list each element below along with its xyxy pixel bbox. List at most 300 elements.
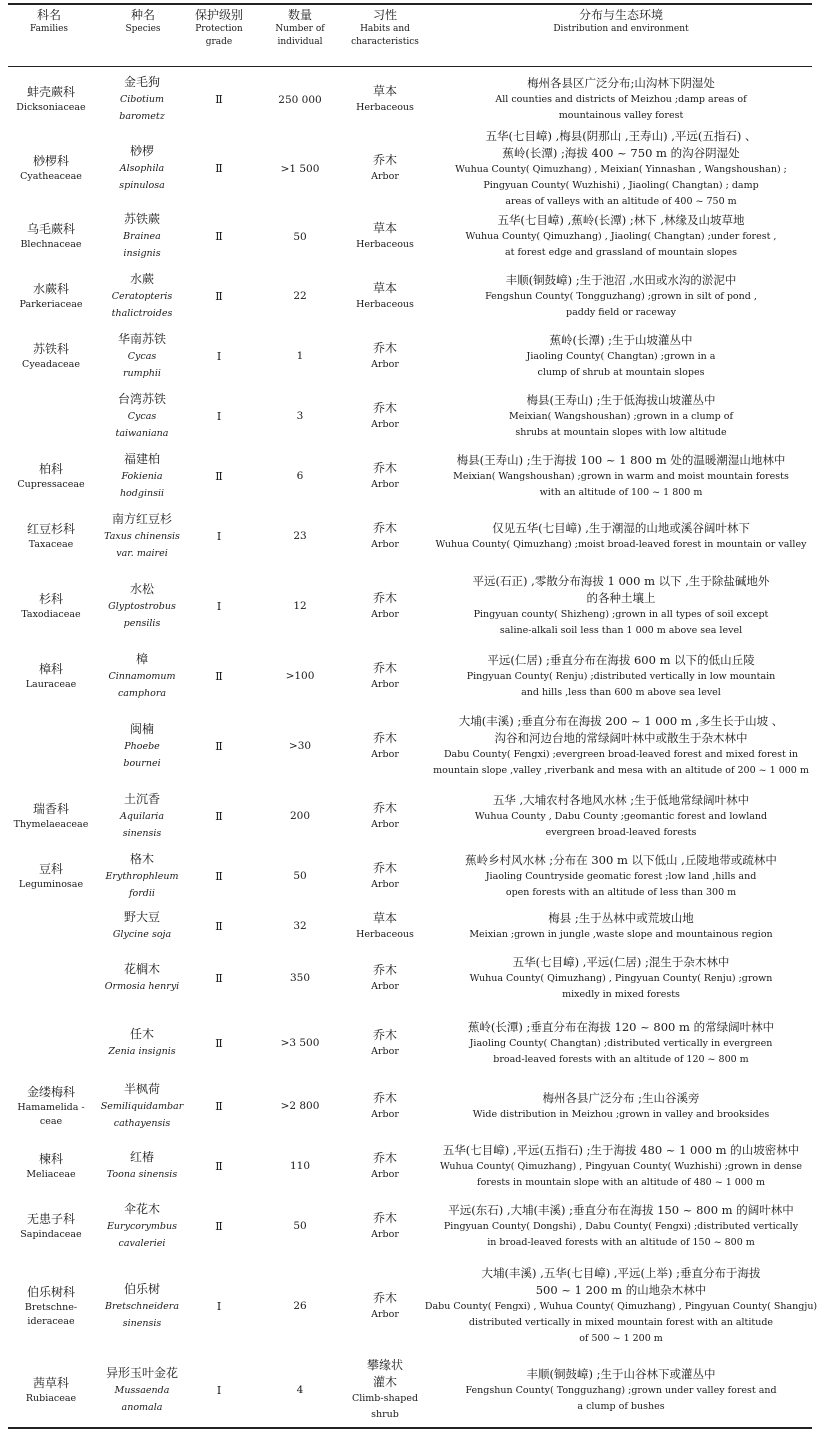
protection-grade-cell (186, 706, 252, 786)
table-row (0, 646, 818, 706)
habit-zh: 乔木 (372, 590, 397, 605)
species-name-latin: Phoebe (124, 740, 160, 752)
table-row (0, 1136, 818, 1196)
habit-zh: 乔木 (372, 1290, 397, 1305)
habit-zh: 乔木 (372, 1027, 397, 1042)
family-name-zh: 乌毛蕨科 (26, 222, 75, 236)
individual-count: 26 (293, 1300, 307, 1312)
species-name-zh: 金毛狗 (123, 75, 160, 89)
habit-en: Herbaceous (356, 928, 414, 940)
family-cell (10, 130, 92, 207)
species-cell (96, 1076, 188, 1136)
family-name-zh: 杉科 (38, 591, 63, 606)
habit-zh: 乔木 (372, 340, 397, 355)
species-name-zh: 桫椤 (129, 144, 154, 158)
individual-count: 23 (293, 530, 307, 542)
habit-cell (344, 906, 426, 946)
habit-zh: 草本 (372, 84, 397, 98)
habit-zh: 乔木 (372, 1150, 397, 1165)
distribution-cell (426, 566, 816, 646)
species-name-latin: thalictroides (111, 307, 173, 319)
distribution-cell (426, 326, 816, 386)
distribution-zh: 平远(东石) ,大埔(丰溪) ;垂直分布在海拔 150 ~ 800 m 的阔叶林中 (448, 1202, 794, 1217)
distribution-cell (426, 846, 816, 906)
species-name-latin: Toona sinensis (106, 1169, 178, 1180)
header-number-en1: Number of (275, 24, 325, 34)
distribution-en: Pingyuan County( Dongshi) , Dabu County( Fengxi) ;distributed vertically (443, 1220, 799, 1232)
distribution-cell (426, 506, 816, 566)
protection-grade-cell (186, 326, 252, 386)
individual-count: 200 (289, 810, 311, 822)
distribution-zh: 梅县 ;生于丛林中或荒坡山地 (548, 910, 694, 925)
individual-count: 4 (296, 1384, 304, 1396)
species-name-latin: Brainea (123, 231, 161, 242)
protection-grade-cell (186, 946, 252, 1010)
habit-zh: 乔木 (372, 730, 397, 745)
distribution-en: Pingyuan County( Wuzhishi) , Jiaoling( Changtan) ; damp (483, 179, 759, 191)
table-row (0, 1256, 818, 1356)
species-name-latin: anomala (121, 1401, 163, 1413)
individual-count: 50 (293, 1220, 307, 1232)
species-cell (96, 646, 188, 706)
family-cell (10, 326, 92, 386)
species-name-zh: 南方红豆杉 (111, 511, 172, 526)
header-grade-en1: Protection (195, 24, 243, 34)
species-name-zh: 樟 (135, 651, 148, 666)
habit-en: Arbor (371, 478, 399, 490)
table-row (0, 786, 818, 846)
distribution-en: at forest edge and grassland of mountain slopes (505, 247, 737, 258)
habit-cell (344, 130, 426, 207)
distribution-en: Meixian( Wangshoushan) ;grown in a clump of (509, 410, 733, 422)
species-name-zh: 野大豆 (123, 910, 160, 924)
protection-grade-cell (186, 1076, 252, 1136)
distribution-zh: 梅县(王寿山) ;生于低海拔山坡灌丛中 (526, 392, 716, 407)
family-cell (10, 386, 92, 446)
protection-grade-cell (186, 846, 252, 906)
species-cell (96, 906, 188, 946)
distribution-en: forests in mountain slope with an altitude of 480 ~ 1 000 m (477, 1176, 765, 1188)
habit-en: Arbor (371, 358, 399, 370)
species-name-zh: 伞花木 (123, 1201, 160, 1216)
distribution-zh: 蕉岭乡村风水林 ;分布在 300 m 以下低山 ,丘陵地带或疏林中 (465, 852, 777, 867)
protection-grade-cell (186, 1010, 252, 1076)
habit-cell (344, 1136, 426, 1196)
family-cell (10, 506, 92, 566)
family-name-en: Rubiaceae (25, 1392, 77, 1404)
species-cell (96, 130, 188, 207)
species-name-zh: 土沉香 (123, 791, 160, 806)
habit-en: Arbor (371, 538, 399, 550)
species-name-latin: Eurycorymbus cavaleriei (107, 1220, 177, 1249)
distribution-zh: 五华(七目嶂) ,平远(五指石) ;生于海拔 480 ~ 1 000 m 的山坡密林中 (442, 1142, 800, 1157)
species-name-latin: Alsophila (119, 163, 165, 174)
individual-count: 22 (293, 290, 307, 302)
protection-grade: Ⅱ (215, 1219, 223, 1233)
habit-en: Arbor (371, 1108, 399, 1120)
species-cell (96, 386, 188, 446)
distribution-cell (426, 69, 816, 130)
distribution-zh: 梅州各县区广泛分布;山沟林下阴湿处 (527, 76, 715, 90)
protection-grade-cell (186, 1196, 252, 1256)
species-name-latin: Aquilaria (119, 810, 165, 822)
distribution-en: Dabu County( Fengxi) , Wuhua County( Qimuzhang) , Pingyuan County( Shangju) (424, 1301, 818, 1312)
individual-count-cell (262, 1136, 338, 1196)
species-name-latin: camphora (117, 687, 167, 699)
habit-cell (344, 446, 426, 506)
habit-cell (344, 69, 426, 130)
species-name-latin: insignis (123, 248, 161, 259)
habit-cell (344, 846, 426, 906)
distribution-en: evergreen broad-leaved forests (545, 826, 697, 838)
species-cell (96, 69, 188, 130)
protection-grade: Ⅱ (215, 1159, 223, 1173)
distribution-zh: 蕉岭(长潭) ;垂直分布在海拔 120 ~ 800 m 的常绿阔叶林中 (467, 1019, 775, 1034)
family-cell (10, 266, 92, 326)
individual-count-cell (262, 1010, 338, 1076)
distribution-zh: 五华(七目嶂) ,蕉岭(长潭) ;林下 ,林缘及山坡草地 (497, 213, 745, 227)
family-name-zh: 桫椤科 (32, 154, 69, 168)
protection-grade: Ⅱ (215, 162, 223, 175)
family-name-en: Cyatheaceae (20, 171, 82, 182)
distribution-zh: 丰顺(铜鼓嶂) ;生于池沼 ,水田或水沟的淤泥中 (505, 272, 737, 287)
distribution-zh: 五华 ,大埔农村各地风水林 ;生于低地常绿阔叶林中 (492, 792, 750, 807)
species-name-latin: var. mairei (116, 547, 168, 559)
individual-count-cell (262, 906, 338, 946)
habit-en: Arbor (371, 748, 399, 760)
protection-grade: Ⅱ (215, 919, 223, 933)
individual-count: 250 000 (278, 93, 322, 106)
individual-count: 6 (296, 470, 304, 482)
family-name-en: Dicksoniaceae (16, 102, 86, 113)
family-name-en: Parkeriaceae (19, 298, 83, 310)
distribution-cell (426, 1356, 816, 1424)
individual-count-cell (262, 846, 338, 906)
habit-en: Herbaceous (356, 298, 414, 310)
species-name-latin: sinensis (122, 827, 162, 839)
protection-grade: Ⅰ (216, 349, 222, 363)
individual-count-cell (262, 386, 338, 446)
family-name-en: Cupressaceae (17, 478, 85, 490)
distribution-cell (426, 130, 816, 207)
individual-count: 50 (293, 230, 307, 243)
family-cell (10, 1356, 92, 1424)
habit-zh: 乔木 (372, 800, 397, 815)
habit-zh: 草本 (372, 910, 397, 925)
habit-en: Arbor (371, 980, 399, 992)
table-row (0, 1196, 818, 1256)
header-species-en: Species (125, 24, 161, 34)
family-cell (10, 846, 92, 906)
species-name-zh: 红椿 (129, 1150, 154, 1164)
protection-grade-cell (186, 130, 252, 207)
header-family-zh: 科名 (36, 8, 61, 22)
protection-grade-cell (186, 1136, 252, 1196)
distribution-en: All counties and districts of Meizhou ;damp areas of (495, 94, 747, 105)
header-family-en: Families (29, 24, 69, 34)
family-cell (10, 446, 92, 506)
table-row (0, 906, 818, 946)
distribution-en: shrubs at mountain slopes with low altitude (515, 426, 727, 438)
table-row (0, 326, 818, 386)
bottom-rule (8, 1427, 812, 1429)
distribution-cell (426, 946, 816, 1010)
distribution-en: in broad-leaved forests with an altitude of 150 ~ 800 m (487, 1236, 755, 1248)
habit-zh: 乔木 (372, 520, 397, 535)
habit-zh: 乔木 (372, 460, 397, 475)
habit-zh: 乔木 (372, 962, 397, 977)
distribution-en: Wide distribution in Meizhou ;grown in valley and brooksides (472, 1108, 770, 1120)
distribution-en: Wuhua County( Qimuzhang) ;moist broad-leaved forest in mountain or valley (435, 538, 807, 550)
distribution-cell (426, 386, 816, 446)
family-cell (10, 1010, 92, 1076)
distribution-zh: 梅县(王寿山) ;生于海拔 100 ~ 1 800 m 处的温暖潮湿山地林中 (456, 452, 786, 467)
header-number-en2: individual (277, 37, 323, 47)
distribution-en: Pingyuan County( Renju) ;distributed vertically in low mountain (466, 670, 776, 682)
distribution-en: broad-leaved forests with an altitude of 120 ~ 800 m (493, 1053, 749, 1065)
species-name-latin: Taxus chinensis (104, 530, 180, 542)
habit-en: shrub (371, 1409, 399, 1420)
family-name-en: Leguminosae (18, 878, 84, 890)
protection-grade-cell (186, 207, 252, 266)
habit-zh: 乔木 (372, 400, 397, 415)
species-name-latin: Ormosia henryi (104, 981, 180, 992)
individual-count: 32 (293, 920, 307, 932)
individual-count: 3 (296, 410, 304, 422)
species-name-latin: Semiliquidambar (100, 1100, 184, 1112)
distribution-cell (426, 1136, 816, 1196)
habit-zh: 草本 (372, 221, 397, 235)
species-cell (96, 566, 188, 646)
family-name-zh: 柏科 (38, 461, 63, 476)
protection-grade: Ⅰ (216, 529, 222, 543)
header-grade (186, 8, 252, 49)
table-row (0, 1356, 818, 1424)
distribution-cell (426, 446, 816, 506)
species-name-latin: taiwaniana (115, 427, 169, 439)
distribution-en: Meixian( Wangshoushan) ;grown in warm and moist mountain forests (453, 470, 789, 482)
protection-grade-cell (186, 446, 252, 506)
individual-count-cell (262, 1196, 338, 1256)
individual-count-cell (262, 506, 338, 566)
species-name-latin: Zenia insignis (108, 1046, 176, 1057)
table-row (0, 1076, 818, 1136)
protection-grade-cell (186, 1356, 252, 1424)
species-name-zh: 水蕨 (129, 271, 154, 286)
family-cell (10, 1136, 92, 1196)
species-name-latin: Cycas (127, 410, 157, 422)
protection-grade: Ⅱ (215, 669, 223, 683)
family-name-en: Hamamelida - (17, 1101, 85, 1113)
family-name-zh: 瑞香科 (32, 801, 69, 816)
species-name-zh: 花榈木 (123, 962, 160, 976)
family-cell (10, 646, 92, 706)
distribution-en: Fengshun County( Tongguzhang) ;grown under valley forest and (465, 1384, 777, 1396)
individual-count: >100 (285, 670, 315, 682)
header-number (262, 8, 338, 49)
species-name-zh: 异形玉叶金花 (105, 1365, 178, 1380)
protection-grade: Ⅱ (215, 230, 223, 243)
protection-grade-cell (186, 1256, 252, 1356)
protection-grade: Ⅱ (215, 289, 223, 303)
protection-grade: Ⅱ (215, 1099, 223, 1113)
table-row (0, 130, 818, 207)
header-habit (344, 8, 426, 49)
individual-count: 350 (289, 972, 311, 984)
species-cell (96, 266, 188, 326)
protection-grade-cell (186, 69, 252, 130)
habit-cell (344, 1010, 426, 1076)
family-name-zh: 茜草科 (32, 1375, 69, 1390)
distribution-en: paddy field or raceway (566, 306, 676, 318)
distribution-cell (426, 1010, 816, 1076)
habit-en: Arbor (371, 818, 399, 830)
header-family (14, 8, 84, 36)
species-cell (96, 1136, 188, 1196)
protection-grade-cell (186, 646, 252, 706)
distribution-cell (426, 706, 816, 786)
species-name-latin: spinulosa (119, 180, 165, 191)
protection-grade: Ⅰ (216, 599, 222, 613)
family-name-en: Cyeadaceae (22, 358, 80, 370)
habit-en: Arbor (371, 1045, 399, 1057)
distribution-en: a clump of bushes (577, 1400, 665, 1412)
distribution-en: mixedly in mixed forests (562, 988, 680, 1000)
header-habit-en1: Habits and (360, 24, 410, 34)
distribution-en: Wuhua County( Qimuzhang) , Meixian( Yinnashan , Wangshoushan) ; (455, 163, 787, 175)
individual-count: >1 500 (280, 162, 320, 175)
distribution-zh: 丰顺(铜鼓嶂) ;生于山谷林下或灌丛中 (526, 1366, 716, 1381)
family-name-en: Meliaceae (26, 1168, 76, 1180)
header-species (98, 8, 188, 36)
individual-count-cell (262, 266, 338, 326)
table-row (0, 386, 818, 446)
individual-count-cell (262, 69, 338, 130)
species-name-zh: 水松 (129, 581, 154, 596)
habit-cell (344, 386, 426, 446)
distribution-en: Jiaoling County( Changtan) ;distributed vertically in evergreen (469, 1037, 773, 1049)
family-name-en: Bretschne- (24, 1301, 78, 1313)
habit-zh: 草本 (372, 280, 397, 295)
family-name-zh: 无患子科 (26, 1211, 75, 1226)
distribution-zh: 梅州各县广泛分布 ;生山谷溪旁 (542, 1090, 700, 1105)
distribution-cell (426, 266, 816, 326)
species-name-zh: 伯乐树 (123, 1281, 160, 1296)
species-name-latin: Erythrophleum (105, 870, 179, 882)
distribution-en: Dabu County( Fengxi) ;evergreen broad-leaved forest and mixed forest in (443, 749, 799, 760)
species-name-zh: 闽楠 (129, 721, 154, 736)
distribution-en: Wuhua County( Qimuzhang) , Pingyuan County( Wuzhishi) ;grown in dense (439, 1160, 803, 1172)
habit-cell (344, 1076, 426, 1136)
species-cell (96, 446, 188, 506)
distribution-zh: 500 ~ 1 200 m 的山地杂木林中 (535, 1283, 707, 1297)
distribution-en: open forests with an altitude of less than 300 m (505, 886, 737, 898)
distribution-zh: 五华(七目嶂) ,平远(仁居) ;混生于杂木林中 (512, 954, 730, 969)
table-row (0, 946, 818, 1010)
family-name-en: Sapindaceae (20, 1228, 82, 1240)
habit-en: Herbaceous (356, 102, 414, 113)
species-cell (96, 706, 188, 786)
habit-en: Arbor (371, 608, 399, 620)
distribution-zh: 蕉岭(长潭) ;生于山坡灌丛中 (549, 332, 693, 347)
individual-count-cell (262, 706, 338, 786)
species-cell (96, 946, 188, 1010)
family-name-zh: 樟科 (38, 661, 63, 676)
distribution-zh: 大埔(丰溪) ,五华(七目嶂) ,平远(上举) ;垂直分布于海拔 (481, 1266, 761, 1280)
habit-en: Arbor (371, 1308, 399, 1320)
family-name-en: Blechnaceae (20, 239, 82, 250)
species-name-latin: barometz (119, 111, 165, 122)
header-dist-en: Distribution and environment (553, 24, 689, 34)
species-cell (96, 326, 188, 386)
distribution-en: Fengshun County( Tongguzhang) ;grown in silt of pond , (485, 290, 757, 302)
individual-count: 110 (289, 1160, 311, 1172)
protection-grade: Ⅰ (216, 1383, 222, 1397)
distribution-en: clump of shrub at mountain slopes (537, 366, 705, 378)
protection-grade-cell (186, 266, 252, 326)
habit-en: Climb-shaped (351, 1393, 419, 1404)
individual-count-cell (262, 130, 338, 207)
habit-zh: 乔木 (372, 1090, 397, 1105)
species-name-latin: Cycas (127, 350, 157, 362)
distribution-zh: 五华(七目嶂) ,梅县(阴那山 ,王寿山) ,平远(五指石) 、 (485, 128, 757, 143)
habit-cell (344, 786, 426, 846)
species-name-latin: Cinnamomum (108, 670, 176, 682)
distribution-en: saline-alkali soil less than 1 000 m above sea level (499, 625, 743, 636)
distribution-en: Jiaoling County( Changtan) ;grown in a (526, 350, 716, 362)
species-name-zh: 任木 (129, 1027, 154, 1041)
habit-cell (344, 1256, 426, 1356)
habit-cell (344, 946, 426, 1010)
protection-grade-cell (186, 786, 252, 846)
species-name-latin: Fokienia (121, 470, 163, 482)
habit-zh: 乔木 (372, 153, 397, 167)
family-cell (10, 706, 92, 786)
species-name-zh: 华南苏铁 (117, 331, 166, 346)
family-name-zh: 金缕梅科 (26, 1084, 75, 1099)
distribution-en: Wuhua County( Qimuzhang) , Pingyuan County( Renju) ;grown (469, 972, 773, 984)
header-grade-en2: grade (205, 37, 233, 47)
habit-cell (344, 566, 426, 646)
top-rule (8, 3, 812, 5)
distribution-cell (426, 1076, 816, 1136)
species-name-latin: Ceratopteris (111, 290, 173, 302)
protection-grade-cell (186, 566, 252, 646)
protection-grade: Ⅱ (215, 971, 223, 985)
species-name-zh: 福建柏 (123, 451, 160, 466)
protection-grade: Ⅱ (215, 809, 223, 823)
distribution-zh: 仅见五华(七目嶂) ,生于潮湿的山地或溪谷阔叶林下 (492, 520, 750, 535)
habit-zh: 乔木 (372, 860, 397, 875)
table-row (0, 207, 818, 266)
habit-zh: 乔木 (372, 1210, 397, 1225)
distribution-en: with an altitude of 100 ~ 1 800 m (539, 486, 703, 498)
distribution-en: and hills ,less than 600 m above sea level (521, 686, 721, 698)
family-name-zh: 伯乐树科 (26, 1284, 75, 1299)
habit-cell (344, 706, 426, 786)
species-name-latin: Glyptostrobus (108, 600, 176, 612)
protection-grade-cell (186, 906, 252, 946)
distribution-cell (426, 1256, 816, 1356)
distribution-zh: 平远(仁居) ;垂直分布在海拔 600 m 以下的低山丘陵 (487, 652, 755, 667)
distribution-cell (426, 786, 816, 846)
table-row (0, 706, 818, 786)
protection-grade: Ⅰ (216, 1299, 222, 1313)
individual-count-cell (262, 1076, 338, 1136)
species-name-latin: Bretschneidera (105, 1300, 179, 1312)
protection-grade-cell (186, 506, 252, 566)
distribution-zh: 大埔(丰溪) ;垂直分布在海拔 200 ~ 1 000 m ,多生长于山坡 、 (458, 714, 784, 728)
